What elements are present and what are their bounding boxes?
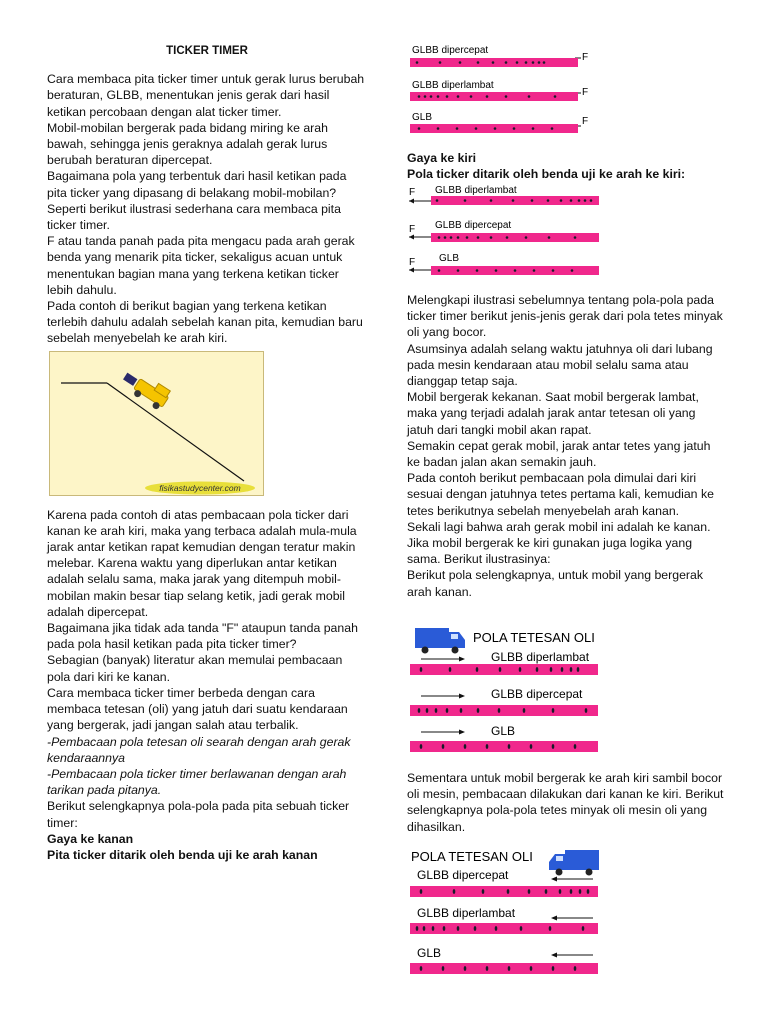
- force-label: F: [582, 116, 589, 127]
- ticker-tape: [410, 92, 578, 101]
- paragraph: Jika mobil bergerak ke kiri gunakan juga logika yang sama. Berikut ilustrasinya:: [407, 536, 693, 567]
- paragraph: Berikut selengkapnya pola-pola pada pita sebuah ticker timer:: [47, 799, 350, 830]
- italic-note: -Pembacaan pola tetesan oli searah dengan arah gerak kendaraannya: [47, 734, 351, 765]
- paragraph: Pada contoh di berikut bagian yang terkena ketikan terlebih dahulu adalah sebelah kanan pita, kemudian baru sebelah menyebelah ke arah kiri.: [47, 299, 363, 346]
- section-heading: Gaya ke kiri: [407, 151, 477, 165]
- ramp-illustration: [49, 351, 265, 497]
- paragraph: F atau tanda panah pada pita mengacu pada arah gerak benda yang menarik pita ticker, sekaligus acuan untuk menentukan bagian mana yang terkena ketikan ticker lebih dahulu.: [47, 234, 355, 297]
- force-label: F: [409, 187, 416, 198]
- paragraph: Karena pada contoh di atas pembacaan pola ticker dari kanan ke arah kiri, maka yang terbaca adalah mula-mula jarak antar ketikan rapat kemudian dengan teratur makin melebar. Karena waktu yang diperlukan antar ketikan adalah selalu sama, maka jarak yang ditempuh mobil-mobilan makin besar tiap selang ketik, jadi gerak mobil adalah dipercepat.: [47, 507, 357, 619]
- oil-tape: [410, 963, 598, 974]
- tape-label: GLBB dipercepat: [412, 45, 489, 56]
- ticker-tape: [431, 196, 599, 205]
- oil-tape: [410, 741, 598, 752]
- paragraph: Bagaimana jika tidak ada tanda "F" ataupun tanda panah pada pola hasil ketikan pada pita ticker timer?: [47, 621, 358, 652]
- paragraph: Melengkapi ilustrasi sebelumnya tentang pola-pola pada ticker timer berikut jenis-jenis gerak dari pola tetes minyak oli yang bocor.: [407, 293, 723, 340]
- tape-label: GLBB diperlambat: [417, 906, 516, 920]
- image-credit: fisikastudycenter.com: [159, 482, 241, 493]
- oil-tape: [410, 705, 598, 716]
- paragraph: Seperti berikut ilustrasi sederhana cara membaca pita ticker timer.: [47, 201, 341, 233]
- italic-note: -Pembacaan pola ticker timer berlawanan dengan arah tarikan pada pitanya.: [47, 766, 347, 798]
- oil-title: POLA TETESAN OLI: [473, 630, 595, 645]
- tape-label: GLBB dipercepat: [435, 220, 512, 231]
- tape-label: GLB: [439, 253, 460, 264]
- left-column: [47, 43, 367, 863]
- page-title: TICKER TIMER: [166, 45, 248, 57]
- force-label: F: [582, 52, 589, 63]
- paragraph: Cara membaca pita ticker timer untuk gerak lurus berubah beraturan, GLBB, menentukan jenis gerak dari hasil ketikan percobaan dengan alat ticker timer.: [47, 72, 365, 119]
- section-heading: Pita ticker ditarik oleh benda uji ke arah kanan: [47, 847, 318, 862]
- tape-label: GLB: [417, 946, 442, 960]
- oil-pattern-right: [405, 622, 625, 762]
- force-label: F: [409, 257, 416, 268]
- paragraph: Cara membaca ticker timer berbeda dengan cara membaca tetesan (oli) yang jatuh dari suatu kendaraan yang bergerak, jadi jangan salah atau terbalik.: [47, 685, 348, 733]
- tape-label: GLBB diperlambat: [412, 80, 494, 91]
- paragraph: Sebagian (banyak) literatur akan memulai pembacaan pola dari kiri ke kanan.: [47, 653, 343, 684]
- paragraph: Pada contoh berikut pembacaan pola dimulai dari kiri sesuai dengan jatuhnya tetes pertama kali, kemudian ke tetes berikutnya sebelah menyebelah arah kanan.: [407, 471, 714, 518]
- paragraph: Bagaimana pola yang terbentuk dari hasil ketikan pada pita ticker yang dipasang di belakang mobil-mobilan?: [47, 169, 347, 200]
- paragraph: Mobil-mobilan bergerak pada bidang miring ke arah bawah, sehingga jenis geraknya adalah gerak lurus berubah beraturan dipercepat.: [47, 120, 328, 168]
- tape-label: GLBB dipercepat: [417, 868, 509, 882]
- right-paragraphs: [407, 292, 725, 600]
- force-label: F: [582, 87, 589, 98]
- tape-label: GLBB dipercepat: [491, 687, 583, 701]
- paragraph: Asumsinya adalah selang waktu jatuhnya oli dari lubang pada mesin kendaraan atau mobil selalu sama atau dianggap tetap saja.: [407, 341, 713, 389]
- tape-label: GLB: [412, 112, 433, 123]
- paragraph: Semakin cepat gerak mobil, jarak antar tetes yang jatuh ke badan jalan akan semakin jauh.: [407, 438, 711, 470]
- right-paragraph-2: [407, 770, 725, 835]
- ticker-tapes-right: [405, 40, 605, 140]
- tape-label: GLB: [491, 724, 516, 738]
- oil-title: POLA TETESAN OLI: [411, 849, 533, 864]
- paragraph: Berikut pola selengkapnya, untuk mobil yang bergerak arah kanan.: [407, 568, 703, 599]
- force-label: F: [409, 224, 416, 235]
- tape-label: GLBB diperlambat: [491, 650, 590, 664]
- oil-pattern-left: [405, 846, 625, 986]
- paragraph: Sementara untuk mobil bergerak ke arah kiri sambil bocor oli mesin, pembacaan dilakukan dari kanan ke kiri. Berikut selengkapnya pola-pola tetes minyak oli mesin oli yang dihasilkan.: [407, 771, 724, 834]
- paragraph: Mobil bergerak kekanan. Saat mobil bergerak lambat, maka yang terjadi adalah jarak antar tetesan oli yang jatuh dari tangki mobil akan rapat.: [407, 390, 699, 437]
- truck-icon: [549, 850, 599, 876]
- oil-tape: [410, 923, 598, 934]
- section-heading: Pola ticker ditarik oleh benda uji ke arah ke kiri:: [407, 167, 686, 182]
- truck-icon: [415, 628, 465, 654]
- right-headings: [407, 150, 725, 182]
- ticker-tapes-left: [405, 183, 605, 283]
- tape-label: GLBB diperlambat: [435, 185, 517, 196]
- section-heading: Gaya ke kanan: [47, 831, 134, 846]
- paragraph: Sekali lagi bahwa arah gerak mobil ini adalah ke kanan.: [407, 519, 711, 534]
